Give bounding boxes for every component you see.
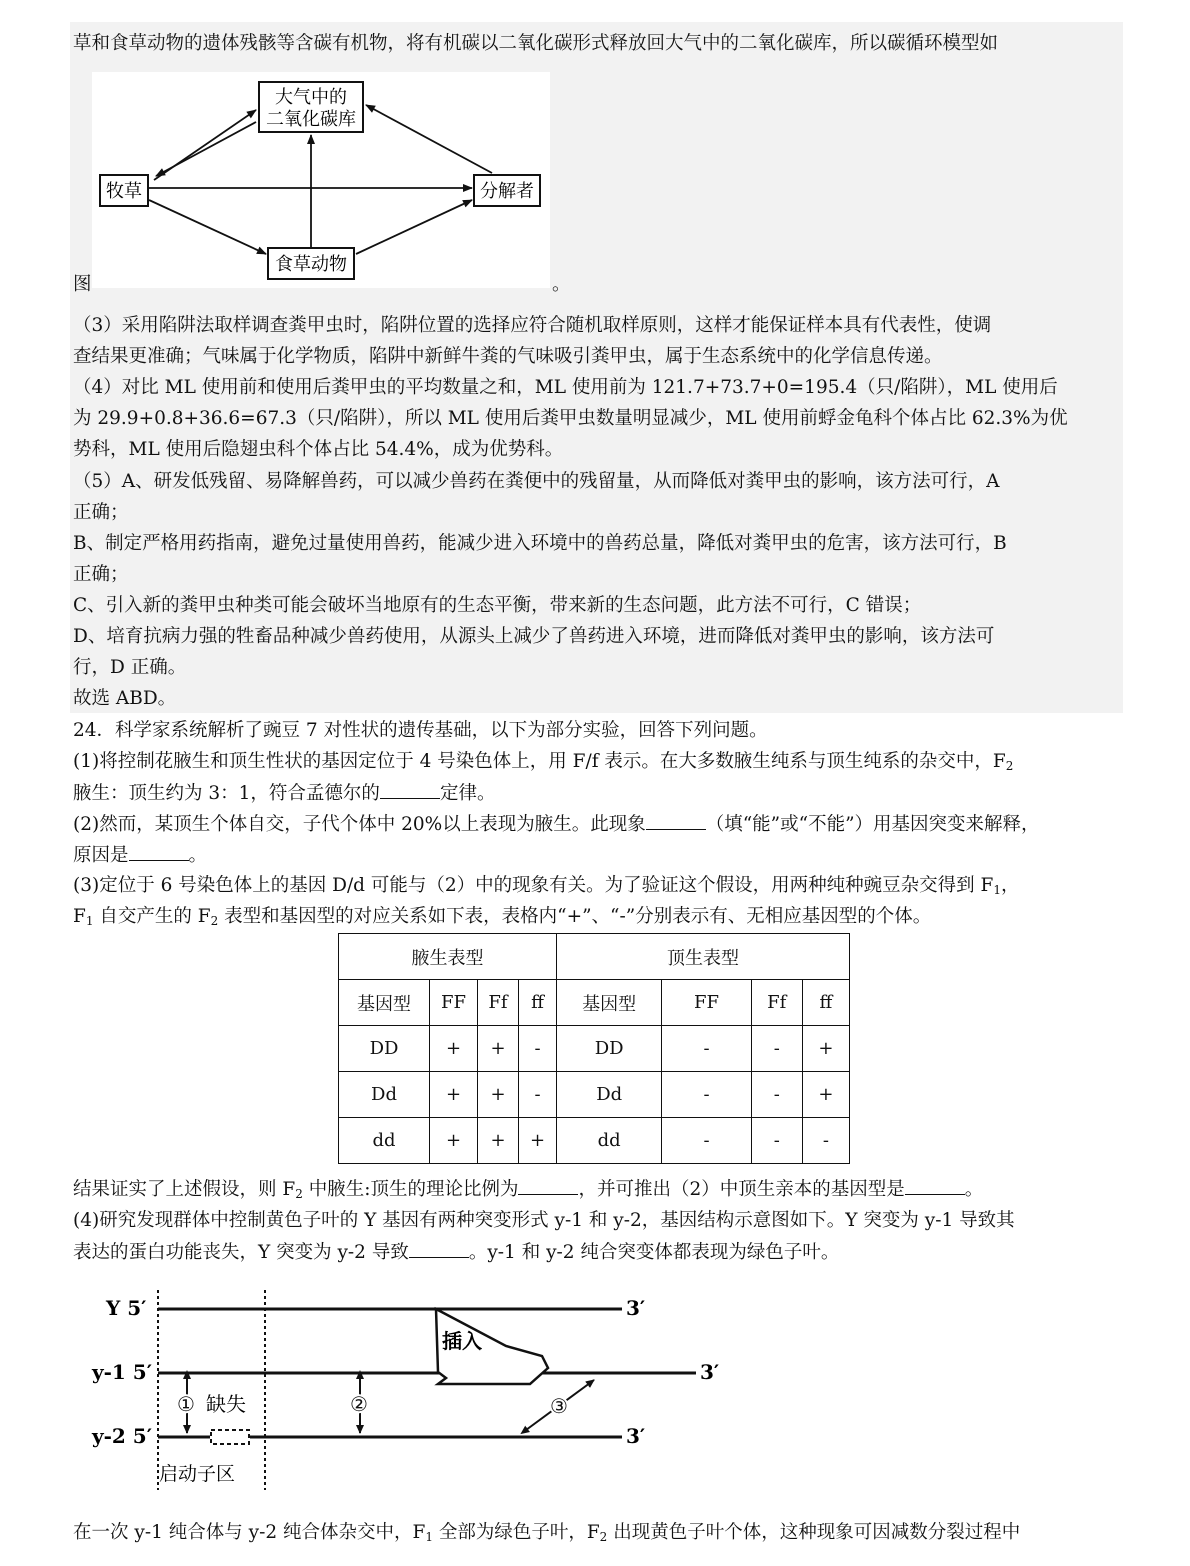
col-label: Ff [751, 980, 802, 1026]
table-cell: - [519, 1026, 557, 1072]
solution-p5-line: 行，D 正确。 [73, 657, 187, 678]
decomposer-label: 分解者 [480, 181, 534, 202]
col-label: ff [802, 980, 849, 1026]
table-row [339, 980, 850, 1026]
answer-blank[interactable] [905, 1176, 965, 1195]
solution-p5-line: （5）A、研发低残留、易降解兽药，可以减少兽药在粪便中的残留量，从而降低对粪甲虫的影响，该方法可行，A [73, 471, 1000, 492]
col-label: ff [519, 980, 557, 1026]
answer-blank[interactable] [380, 780, 440, 799]
table-cell: - [751, 1118, 802, 1164]
table-cell: + [430, 1072, 478, 1118]
q24-part1-line1: (1)将控制花腋生和顶生性状的基因定位于 4 号染色体上，用 F/f 表示。在大多数腋生纯系与顶生纯系的杂交中，$F_2$ [73, 751, 1014, 773]
gene-y1-label: y-1 5′ [92, 1360, 152, 1384]
table-cell: DD [557, 1026, 662, 1072]
table-cell: Dd [339, 1072, 430, 1118]
solution-p4-line: 势科，ML 使用后隐翅虫科个体占比 54.4%，成为优势科。 [73, 439, 564, 460]
deletion-label: 缺失 [206, 1392, 246, 1416]
q24-stem: 24．科学家系统解析了豌豆 7 对性状的遗传基础，以下为部分实验，回答下列问题。 [73, 720, 768, 741]
gene-structure-diagram [70, 1280, 750, 1500]
table-cell: - [802, 1118, 849, 1164]
marker-2: ② [350, 1392, 368, 1416]
q24-last-line: 在一次 y-1 纯合体与 y-2 纯合体杂交中，$F_1$ 全部为绿色子叶，$F_2$ 出现黄色子叶个体，这种现象可因减数分裂过程中 [73, 1522, 1021, 1544]
gene-y1-3prime: 3′ [700, 1360, 720, 1384]
col-label: FF [662, 980, 751, 1026]
table-cell: + [519, 1118, 557, 1164]
figure-prefix: 图 [73, 274, 92, 295]
gene-y2-label: y-2 5′ [92, 1424, 152, 1448]
table-cell: + [478, 1118, 519, 1164]
q24-part2-line1: (2)然而，某顶生个体自交，子代个体中 20%以上表现为腋生。此现象 （填“能”或“不能”）用基因突变来解释， [73, 811, 1040, 838]
solution-p5-line: B、制定严格用药指南，避免过量使用兽药，能减少进入环境中的兽药总量，降低对粪甲虫的危害，该方法可行，B [73, 533, 1007, 554]
table-cell: DD [339, 1026, 430, 1072]
table-cell: - [751, 1072, 802, 1118]
genotype-table [338, 933, 850, 1164]
table-row [339, 1118, 850, 1164]
header-terminal: 顶生表型 [557, 934, 850, 980]
pasture-label: 牧草 [106, 181, 142, 202]
solution-p5-line: 正确； [73, 564, 129, 585]
co2-pool-label-2: 二氧化碳库 [266, 109, 356, 130]
table-cell: dd [339, 1118, 430, 1164]
table-cell: Dd [557, 1072, 662, 1118]
q24-part3-line1: (3)定位于 6 号染色体上的基因 D/d 可能与（2）中的现象有关。为了验证这个假设，用两种纯种豌豆杂交得到 $F_1$， [73, 875, 1020, 897]
q24-part1-line2: 腋生：顶生约为 3：1，符合孟德尔的 定律。 [73, 780, 495, 807]
promoter-label: 启动子区 [159, 1463, 236, 1485]
header-axillary: 腋生表型 [339, 934, 557, 980]
insertion-label: 插入 [442, 1329, 482, 1353]
table-cell: + [802, 1072, 849, 1118]
col-label: Ff [478, 980, 519, 1026]
table-row [339, 1072, 850, 1118]
gene-y2-3prime: 3′ [626, 1424, 646, 1448]
q24-part3-line2: $F_1$ 自交产生的 $F_2$ 表型和基因型的对应关系如下表，表格内“+”、“-”分别表示有、无相应基因型的个体。 [73, 906, 932, 928]
solution-p5-line: D、培育抗病力强的牲畜品种减少兽药使用，从源头上减少了兽药进入环境，进而降低对粪甲虫的影响，该方法可 [73, 626, 995, 647]
answer-blank[interactable] [129, 842, 189, 861]
col-label: 基因型 [339, 980, 430, 1026]
col-label: 基因型 [557, 980, 662, 1026]
answer-blank[interactable] [646, 811, 706, 830]
marker-1: ① [177, 1392, 195, 1416]
figure-suffix: 。 [552, 274, 571, 295]
solution-answer: 故选 ABD。 [73, 688, 177, 709]
q24-part4-line1: (4)研究发现群体中控制黄色子叶的 Y 基因有两种突变形式 y-1 和 y-2，基因结构示意图如下。Y 突变为 y-1 导致其 [73, 1210, 1015, 1231]
table-cell: - [662, 1072, 751, 1118]
herbivore-label: 食草动物 [275, 254, 347, 275]
table-row [339, 1026, 850, 1072]
solution-p3-line: 查结果更准确；气味属于化学物质，陷阱中新鲜牛粪的气味吸引粪甲虫，属于生态系统中的化学信息传递。 [73, 346, 943, 367]
solution-p4-line: 为 29.9+0.8+36.6=67.3（只/陷阱），所以 ML 使用后粪甲虫数量明显减少，ML 使用前蜉金龟科个体占比 62.3%为优 [73, 408, 1068, 429]
table-header-row [339, 934, 850, 980]
q24-part2-line2: 原因是 。 [73, 842, 207, 869]
deletion-box [211, 1430, 249, 1444]
marker-3: ③ [550, 1394, 568, 1418]
gene-y-3prime: 3′ [626, 1296, 646, 1320]
table-cell: + [478, 1026, 519, 1072]
col-label: FF [430, 980, 478, 1026]
co2-pool-label-1: 大气中的 [275, 87, 347, 108]
solution-p3-line: （3）采用陷阱法取样调查粪甲虫时，陷阱位置的选择应符合随机取样原则，这样才能保证样本具有代表性，使调 [73, 315, 992, 336]
table-cell: - [662, 1026, 751, 1072]
table-cell: + [802, 1026, 849, 1072]
table-cell: + [478, 1072, 519, 1118]
table-cell: - [519, 1072, 557, 1118]
table-cell: + [430, 1026, 478, 1072]
table-cell: + [430, 1118, 478, 1164]
gene-y-label: Y 5′ [106, 1296, 147, 1320]
q24-part4-line2: 表达的蛋白功能丧失，Y 突变为 y-2 导致 。y-1 和 y-2 纯合突变体都表现为绿色子叶。 [73, 1239, 839, 1266]
carbon-cycle-diagram [92, 72, 550, 288]
solution-line: 草和食草动物的遗体残骸等含碳有机物，将有机碳以二氧化碳形式释放回大气中的二氧化碳库，所以碳循环模型如 [73, 33, 999, 54]
table-cell: - [662, 1118, 751, 1164]
table-cell: - [751, 1026, 802, 1072]
solution-p4-line: （4）对比 ML 使用前和使用后粪甲虫的平均数量之和，ML 使用前为 121.7+73.7+0=195.4（只/陷阱），ML 使用后 [73, 377, 1058, 398]
solution-p5-line: 正确； [73, 502, 129, 523]
answer-blank[interactable] [518, 1176, 578, 1195]
solution-p5-line: C、引入新的粪甲虫种类可能会破坏当地原有的生态平衡，带来新的生态问题，此方法不可行，C 错误； [73, 595, 922, 616]
q24-part3-result: 结果证实了上述假设，则 $F_2$ 中腋生:顶生的理论比例为 ，并可推出（2）中顶生亲本的基因型是 。 [73, 1176, 983, 1203]
table-cell: dd [557, 1118, 662, 1164]
answer-blank[interactable] [409, 1239, 469, 1258]
